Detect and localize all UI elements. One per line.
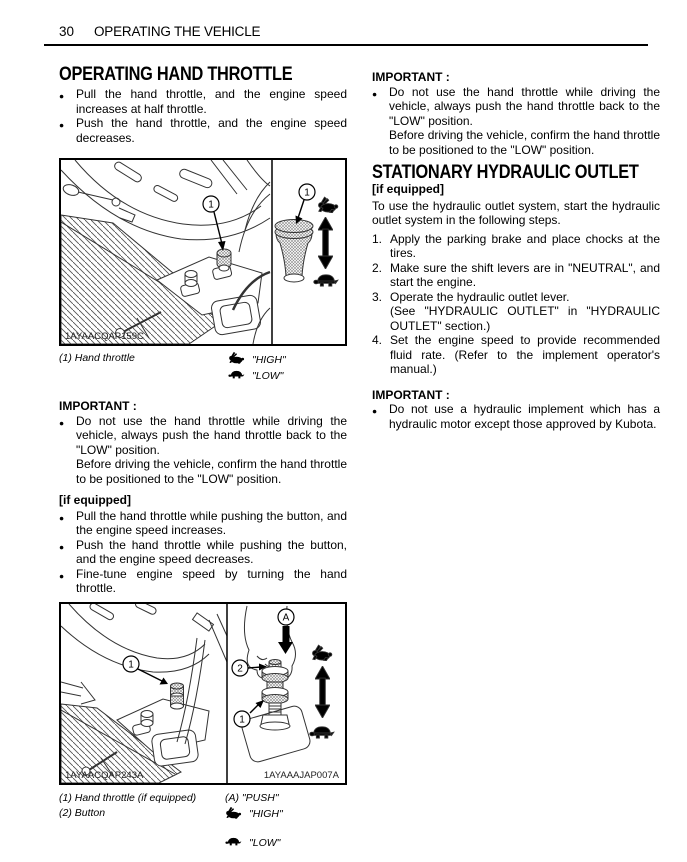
important-bullet <box>372 85 660 158</box>
turtle-icon <box>314 275 338 286</box>
bullet-text: Pull the hand throttle, and the engine speed increases at half throttle. <box>76 87 347 116</box>
legend-item-hand-throttle: (1) Hand throttle <box>59 352 135 364</box>
figure-code: 1AYAACQAP159C <box>65 331 144 342</box>
bullet-text: Push the hand throttle while pushing the button, and the engine speed decreases. <box>76 537 347 566</box>
important-label: IMPORTANT : <box>372 70 450 84</box>
section-heading-operating-hand-throttle <box>59 64 347 84</box>
hand-throttle-knob <box>217 249 231 271</box>
important-block <box>372 388 660 432</box>
important-text <box>389 85 660 158</box>
bullet-marker: ● <box>59 512 65 523</box>
important-label: IMPORTANT : <box>372 387 450 402</box>
bullet-marker: ● <box>59 120 65 130</box>
hand-throttle-bullets <box>59 87 347 145</box>
legend-row-high <box>225 806 283 824</box>
step-item <box>372 290 660 334</box>
callout-1-right <box>296 184 316 224</box>
throttle-knob-detail <box>275 220 313 283</box>
svg-text:1: 1 <box>128 659 134 670</box>
legend-low-label: "LOW" <box>249 836 281 849</box>
left-column <box>59 64 347 862</box>
bullet-marker: ● <box>59 91 65 101</box>
legend-push-label: (A) "PUSH" <box>225 791 279 804</box>
svg-text:2: 2 <box>237 663 243 674</box>
bullet-text: Pull the hand throttle while pushing the button, and the engine speed increases. <box>76 508 347 537</box>
fig2-left-panel-art <box>61 604 227 783</box>
right-column <box>372 60 660 431</box>
step-number: 1. <box>372 231 383 246</box>
rabbit-icon <box>225 806 242 824</box>
bullet-item <box>59 509 347 538</box>
callout-1 <box>123 656 168 685</box>
legend-row-low <box>228 369 286 384</box>
legend-high-label: "HIGH" <box>249 808 283 820</box>
legend-low-label: "LOW" <box>252 370 284 382</box>
bullet-marker: ● <box>59 570 65 581</box>
fig1-right-panel-art <box>275 184 338 286</box>
legend-speed-symbols <box>228 351 286 384</box>
bullet-item <box>59 538 347 567</box>
important-bullet <box>372 402 660 431</box>
legend-item-hand-throttle: (1) Hand throttle (if equipped) <box>59 791 197 804</box>
section-heading-text: OPERATING HAND THROTTLE <box>59 64 293 85</box>
figure-hand-throttle <box>59 158 347 346</box>
legend-row-high <box>228 351 286 369</box>
legend-items <box>59 791 196 821</box>
bullet-marker: ● <box>372 406 378 416</box>
hand-throttle-knob <box>171 683 184 709</box>
figure-hand-throttle-button-drawing <box>61 604 343 783</box>
step-number: 2. <box>372 260 383 275</box>
figure-hand-throttle-drawing <box>61 160 343 344</box>
up-down-arrow-icon <box>318 217 333 269</box>
important-text <box>76 414 347 487</box>
important-text <box>389 402 660 431</box>
section-heading-text: STATIONARY HYDRAULIC OUTLET <box>372 162 639 183</box>
figure1-legend <box>59 351 347 385</box>
step-text: Set the engine speed to provide recommended fluid rate. (Refer to the implement operator's manual.) <box>390 333 660 376</box>
header-rule <box>44 44 648 46</box>
figure2-legend <box>59 791 347 862</box>
step-text-wrap <box>390 290 660 334</box>
rabbit-icon <box>319 197 338 212</box>
chapter-title: OPERATING THE VEHICLE <box>94 24 261 39</box>
if-equipped-label: [if equipped] <box>59 493 131 507</box>
callout-1 <box>234 700 264 727</box>
step-text-2: (See "HYDRAULIC OUTLET" in "HYDRAULIC OUTLET" section.) <box>390 304 660 333</box>
figure-hand-throttle-button <box>59 602 347 785</box>
if-equipped-block <box>59 493 347 596</box>
bullet-marker: ● <box>59 417 65 428</box>
figure-code: 1AYAACQAP243A <box>65 769 144 781</box>
important-para: Do not use the hand throttle while driving the vehicle, always push the hand throttle back to the "LOW" position. <box>76 413 347 457</box>
rabbit-icon <box>313 645 332 660</box>
svg-text:A: A <box>282 612 290 623</box>
step-text: Operate the hydraulic outlet lever. <box>390 289 570 304</box>
svg-text:1: 1 <box>304 187 310 199</box>
page-number: 30 <box>59 24 75 39</box>
bullet-marker: ● <box>59 541 65 552</box>
secondary-knob <box>185 271 197 287</box>
step-text-wrap <box>390 261 660 290</box>
important-para: Before driving the vehicle, confirm the hand throttle to be positioned to the "LOW" position. <box>76 457 347 486</box>
if-equipped-label: [if equipped] <box>372 182 444 196</box>
bullet-text: Fine-tune engine speed by turning the hand throttle. <box>76 566 347 595</box>
fig2-right-panel-art <box>232 606 340 781</box>
up-down-arrow-icon <box>315 666 330 718</box>
svg-text:1: 1 <box>239 714 245 725</box>
step-text: Apply the parking brake and place chocks at the tires. <box>390 231 660 260</box>
if-equipped-bullets <box>59 509 347 596</box>
step-item <box>372 232 660 261</box>
figure-code: 1AYAAAJAP007A <box>263 769 339 781</box>
intro-paragraph: To use the hydraulic outlet system, start the hydraulic outlet system in the following steps. <box>372 198 660 227</box>
important-para: Do not use a hydraulic implement which has a hydraulic motor except those approved by Kubota. <box>389 402 660 431</box>
bullet-item <box>59 87 347 116</box>
steps-list <box>372 232 660 377</box>
turtle-icon <box>225 836 242 851</box>
important-label: IMPORTANT : <box>59 399 137 413</box>
legend-speed-symbols <box>225 791 283 851</box>
step-number: 4. <box>372 333 383 347</box>
step-number: 3. <box>372 289 383 304</box>
callout-a <box>278 609 294 654</box>
step-text-wrap <box>390 333 660 377</box>
section-heading-stationary-hydraulic-outlet <box>372 162 660 182</box>
legend-high-label: "HIGH" <box>252 353 286 366</box>
turtle-icon <box>310 726 334 737</box>
turtle-icon <box>228 369 245 384</box>
step-item <box>372 333 660 377</box>
step-text: Make sure the shift levers are in "NEUTRAL", and start the engine. <box>390 260 660 289</box>
step-item <box>372 261 660 290</box>
bullet-text: Push the hand throttle, and the engine speed decreases. <box>76 116 347 145</box>
important-block <box>372 70 660 157</box>
important-para: Do not use the hand throttle while driving the vehicle, always push the hand throttle back to the "LOW" position. <box>389 84 660 128</box>
important-block <box>59 399 347 486</box>
rabbit-icon <box>228 351 245 369</box>
legend-item-button: (2) Button <box>59 806 106 819</box>
important-para: Before driving the vehicle, confirm the hand throttle to be positioned to the "LOW" position. <box>389 128 660 157</box>
bullet-marker: ● <box>372 88 378 99</box>
secondary-knob <box>141 710 153 726</box>
fig1-left-panel-art <box>61 160 270 344</box>
svg-text:1: 1 <box>208 199 214 211</box>
legend-row-low <box>225 836 283 851</box>
bullet-item <box>59 567 347 596</box>
step-text-wrap <box>390 232 660 261</box>
bullet-item <box>59 116 347 145</box>
important-bullet <box>59 414 347 487</box>
